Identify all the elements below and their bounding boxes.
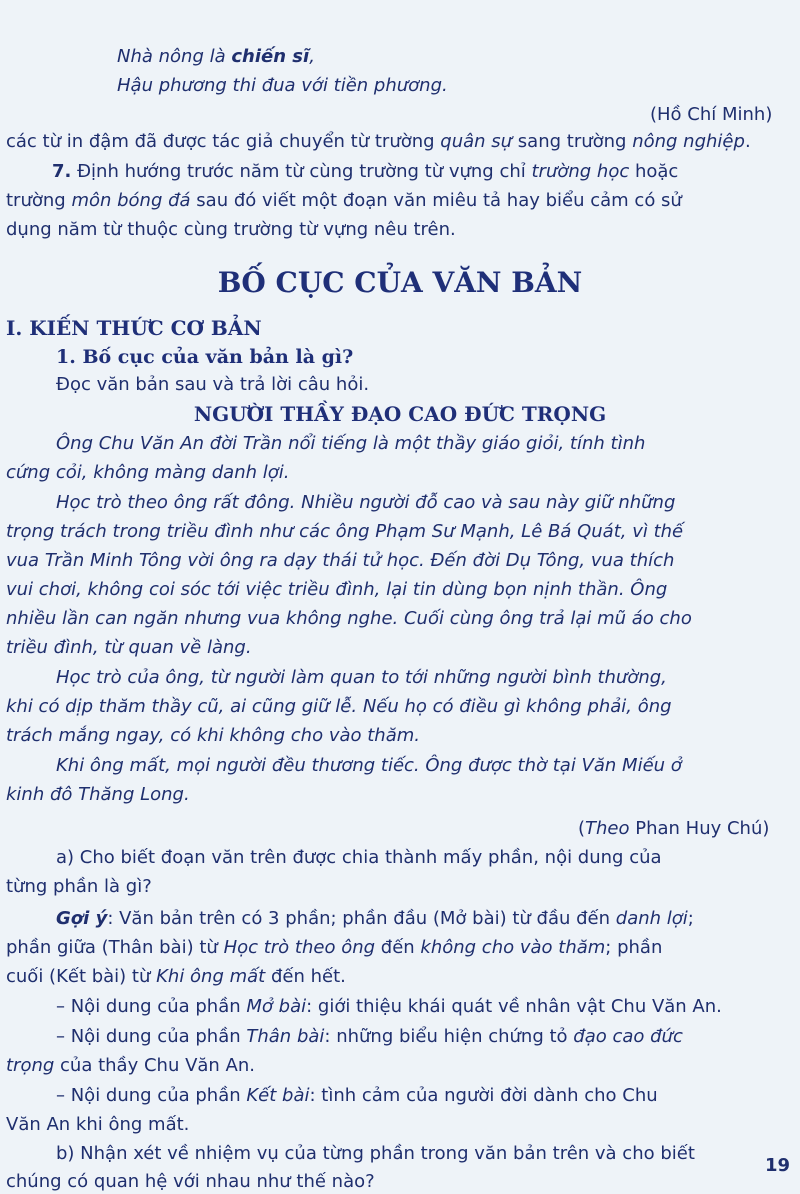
exercise-7-line-3: dụng năm từ thuộc cùng trường từ vựng nêu trên. bbox=[6, 219, 456, 240]
hint-l3-end: đến hết. bbox=[265, 966, 346, 987]
hint-l1-punct: ; bbox=[687, 908, 694, 929]
detail-1 bbox=[56, 995, 722, 1019]
story-p2-l6: triều đình, từ quan về làng. bbox=[6, 637, 252, 658]
story-title: NGƯỜI THẦY ĐẠO CAO ĐỨC TRỌNG bbox=[193, 402, 607, 426]
page-number: 19 bbox=[764, 1155, 790, 1176]
hint-l1-italic: danh lợi bbox=[615, 908, 688, 929]
poem-line-1-text: Nhà nông là bbox=[117, 46, 232, 67]
question-a-l2: từng phần là gì? bbox=[6, 876, 152, 897]
hint-l1-text: : Văn bản trên có 3 phần; phần đầu (Mở bài) từ đầu đến bbox=[107, 908, 616, 929]
exercise-7-l2-rest: sau đó viết một đoạn văn miêu tả hay biểu cảm có sử bbox=[190, 190, 682, 211]
detail-3-l2: Văn An khi ông mất. bbox=[6, 1114, 190, 1135]
question-a-l1: a) Cho biết đoạn văn trên được chia thành mấy phần, nội dung của bbox=[56, 847, 662, 868]
story-p4-l2: kinh đô Thăng Long. bbox=[6, 784, 190, 805]
question-1-heading: 1. Bố cục của văn bản là gì? bbox=[56, 346, 354, 368]
hint-l3-text: cuối (Kết bài) từ bbox=[6, 966, 157, 987]
detail-1-rest: : giới thiệu khái quát về nhân vật Chu Văn An. bbox=[306, 996, 722, 1017]
detail-2-italic-2: đạo cao đức bbox=[573, 1026, 683, 1047]
poem-line-1-punct: , bbox=[309, 46, 315, 67]
instruction: Đọc văn bản sau và trả lời câu hỏi. bbox=[56, 374, 370, 395]
exercise-7-text-end: hoặc bbox=[629, 161, 679, 182]
hint-label: Gợi ý bbox=[56, 908, 108, 929]
detail-3-italic: Kết bài bbox=[246, 1085, 310, 1106]
hint-l3-italic: Khi ông mất bbox=[156, 966, 266, 987]
exercise-7-text: Định hướng trước năm từ cùng trường từ vựng chỉ bbox=[71, 161, 532, 182]
story-p2-l4: vui chơi, không coi sóc tới việc triều đình, lại tin dùng bọn nịnh thần. Ông bbox=[6, 579, 668, 600]
note-text: các từ in đậm đã được tác giả chuyển từ trường bbox=[6, 131, 441, 152]
note-text-mid: sang trường bbox=[512, 131, 633, 152]
story-p3-l3: trách mắng ngay, có khi không cho vào thăm. bbox=[6, 725, 420, 746]
story-p2-l5: nhiều lần can ngăn nhưng vua không nghe. Cuối cùng ông trả lại mũ áo cho bbox=[6, 608, 692, 629]
detail-3-text: – Nội dung của phần bbox=[56, 1085, 247, 1106]
detail-2-text: – Nội dung của phần bbox=[56, 1026, 247, 1047]
source-author: Phan Huy Chú) bbox=[629, 818, 770, 839]
detail-2-l1 bbox=[56, 1025, 683, 1049]
detail-2-l2-rest: của thầy Chu Văn An. bbox=[54, 1055, 255, 1076]
story-p3-l1: Học trò của ông, từ người làm quan to tới những người bình thường, bbox=[56, 667, 667, 688]
note-italic-2: nông nghiệp bbox=[632, 131, 745, 152]
hint-l2-italic-2: không cho vào thăm bbox=[420, 937, 606, 958]
poem-line-1 bbox=[117, 45, 315, 69]
story-p2-l2: trọng trách trong triều đình như các ông Phạm Sư Mạnh, Lê Bá Quát, vì thế bbox=[6, 521, 684, 542]
story-p3-l2: khi có dịp thăm thầy cũ, ai cũng giữ lễ. Nếu họ có điều gì không phải, ông bbox=[6, 696, 672, 717]
hint-line-3 bbox=[6, 965, 346, 989]
detail-2-l2-italic: trọng bbox=[6, 1055, 55, 1076]
question-b-l1: b) Nhận xét về nhiệm vụ của từng phần trong văn bản trên và cho biết bbox=[56, 1143, 695, 1164]
exercise-7-l2-italic: môn bóng đá bbox=[71, 190, 191, 211]
section-heading: I. KIẾN THỨC CƠ BẢN bbox=[6, 316, 262, 340]
poem-author: (Hồ Chí Minh) bbox=[650, 104, 773, 125]
note-italic-1: quân sự bbox=[440, 131, 513, 152]
poem-bold-word: chiến sĩ bbox=[231, 46, 310, 67]
poem-line-2: Hậu phương thi đua với tiền phương. bbox=[117, 75, 448, 96]
hint-l2-text: phần giữa (Thân bài) từ bbox=[6, 937, 224, 958]
exercise-7-l2-text: trường bbox=[6, 190, 72, 211]
detail-2-rest: : những biểu hiện chứng tỏ bbox=[324, 1026, 574, 1047]
hint-l2-mid: đến bbox=[375, 937, 421, 958]
story-p2-l3: vua Trần Minh Tông vời ông ra dạy thái tử học. Đến đời Dụ Tông, vua thích bbox=[6, 550, 675, 571]
detail-1-italic: Mở bài bbox=[246, 996, 307, 1017]
exercise-7-line-1 bbox=[52, 160, 678, 184]
note-punct: . bbox=[744, 131, 751, 152]
hint-line-1 bbox=[56, 907, 694, 931]
detail-2-italic: Thân bài bbox=[246, 1026, 325, 1047]
story-p1-l1: Ông Chu Văn An đời Trần nổi tiếng là một thầy giáo giỏi, tính tình bbox=[56, 433, 646, 454]
exercise-7-line-2 bbox=[6, 189, 682, 213]
detail-3-rest: : tình cảm của người đời dành cho Chu bbox=[309, 1085, 658, 1106]
hint-line-2 bbox=[6, 936, 662, 960]
detail-1-text: – Nội dung của phần bbox=[56, 996, 247, 1017]
story-p4-l1: Khi ông mất, mọi người đều thương tiếc. Ông được thờ tại Văn Miếu ở bbox=[56, 755, 682, 776]
hint-l2-italic-1: Học trò theo ông bbox=[223, 937, 376, 958]
question-b-l2: chúng có quan hệ với nhau như thế nào? bbox=[6, 1171, 375, 1192]
detail-2-l2 bbox=[6, 1054, 255, 1078]
chapter-title: BỐ CỤC CỦA VĂN BẢN bbox=[217, 266, 583, 299]
exercise-7-number: 7. bbox=[52, 161, 72, 182]
hint-l2-end: ; phần bbox=[605, 937, 663, 958]
poem-note bbox=[6, 130, 751, 154]
source-italic: Theo bbox=[585, 818, 630, 839]
story-p2-l1: Học trò theo ông rất đông. Nhiều người đỗ cao và sau này giữ những bbox=[56, 492, 676, 513]
story-source bbox=[578, 817, 769, 841]
source-paren: ( bbox=[578, 818, 586, 839]
story-p1-l2: cứng cỏi, không màng danh lợi. bbox=[6, 462, 290, 483]
exercise-7-italic: trường học bbox=[531, 161, 630, 182]
detail-3-l1 bbox=[56, 1084, 658, 1108]
